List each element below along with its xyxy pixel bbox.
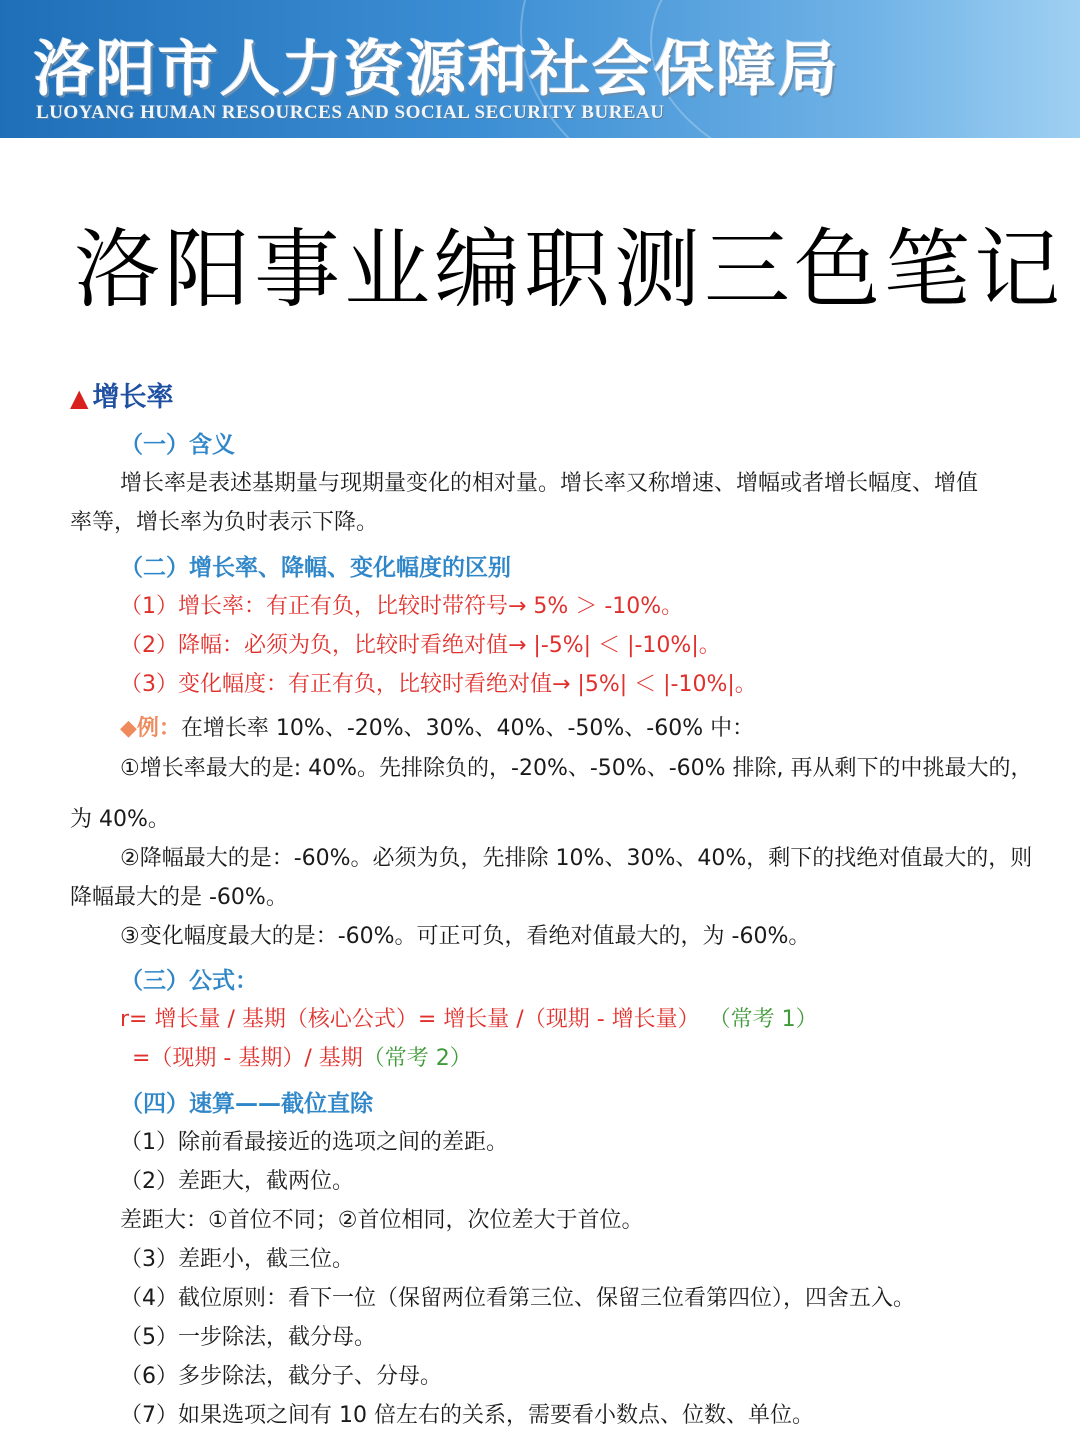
agency-title: 洛阳市人力资源和社会保障局 bbox=[34, 35, 840, 105]
list-item: 差距大：①首位不同；②首位相同，次位差大于首位。 bbox=[120, 1208, 644, 1233]
example-line bbox=[120, 714, 754, 744]
agency-subtitle: LUOYANG HUMAN RESOURCES AND SOCIAL SECURITY BUREAU bbox=[36, 102, 665, 123]
paragraph-line: 率等，增长率为负时表示下降。 bbox=[70, 510, 379, 535]
list-item: （1）增长率：有正有负，比较时带符号→ 5% ＞ -10%。 bbox=[120, 594, 684, 619]
subsection-heading-1: （一）含义 bbox=[120, 432, 235, 458]
subsection-heading-2: （二）增长率、降幅、变化幅度的区别 bbox=[120, 555, 511, 581]
page-title: 洛阳事业编职测三色笔记 bbox=[74, 220, 1064, 320]
answer-line: ②降幅最大的是：-60%。必须为负，先排除 10%、30%、40%，剩下的找绝对值最大的，则 bbox=[120, 846, 1033, 871]
list-item: （7）如果选项之间有 10 倍左右的关系，需要看小数点、位数、单位。 bbox=[120, 1403, 814, 1428]
formula-text: r= 增长量 / 基期（核心公式）= 增长量 /（现期 - 增长量） bbox=[120, 1007, 700, 1032]
paragraph-line: 增长率是表述基期量与现期量变化的相对量。增长率又称增速、增幅或者增长幅度、增值 bbox=[120, 471, 979, 496]
section-heading bbox=[70, 375, 173, 414]
formula-line bbox=[132, 1044, 472, 1074]
list-item: （2）差距大，截两位。 bbox=[120, 1169, 354, 1194]
example-text: 在增长率 10%、-20%、30%、40%、-50%、-60% 中： bbox=[180, 716, 755, 741]
answer-line: ③变化幅度最大的是：-60%。可正可负，看绝对值最大的，为 -60%。 bbox=[120, 924, 811, 949]
triangle-icon: ▲ bbox=[70, 384, 89, 412]
formula-line bbox=[120, 1005, 818, 1035]
subsection-heading-3: （三）公式： bbox=[120, 968, 258, 994]
list-item: （6）多步除法，截分子、分母。 bbox=[120, 1364, 442, 1389]
answer-line: ①增长率最大的是: 40%。先排除负的，-20%、-50%、-60% 排除, 再从剩下的中挑最大的， bbox=[120, 756, 1033, 781]
subsection-heading-4: （四）速算——截位直除 bbox=[120, 1091, 373, 1117]
list-item: （3）变化幅度：有正有负，比较时看绝对值→ |5%| ＜ |-10%|。 bbox=[120, 672, 757, 697]
list-item: （2）降幅：必须为负，比较时看绝对值→ |-5%| ＜ |-10%|。 bbox=[120, 633, 721, 658]
formula-note: （常考 2） bbox=[362, 1046, 472, 1071]
section-title: 增长率 bbox=[92, 382, 174, 413]
answer-line: 降幅最大的是 -60%。 bbox=[70, 885, 288, 910]
list-item: （5）一步除法，截分母。 bbox=[120, 1325, 376, 1350]
header-banner bbox=[0, 0, 1080, 138]
list-item: （4）截位原则：看下一位（保留两位看第三位、保留三位看第四位），四舍五入。 bbox=[120, 1286, 915, 1311]
formula-note: （常考 1） bbox=[719, 1007, 818, 1032]
list-item: （1）除前看最接近的选项之间的差距。 bbox=[120, 1130, 508, 1155]
list-item: （3）差距小，截三位。 bbox=[120, 1247, 354, 1272]
example-label: ◆例： bbox=[120, 716, 181, 741]
formula-text: =（现期 - 基期）/ 基期 bbox=[132, 1046, 363, 1071]
answer-line: 为 40%。 bbox=[70, 807, 170, 832]
